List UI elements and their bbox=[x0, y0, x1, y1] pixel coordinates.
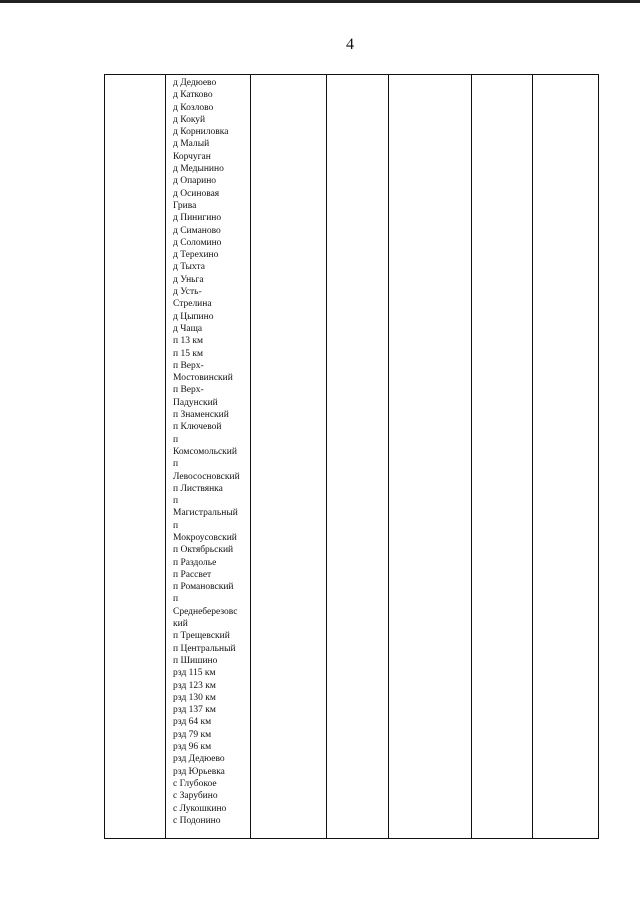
settlement-entry: д Дедюево bbox=[173, 78, 217, 88]
settlement-entry: Мостовинский bbox=[173, 373, 233, 384]
settlement-entry: рзд Юрьевка bbox=[173, 766, 225, 777]
settlement-entry: рзд 130 км bbox=[173, 692, 216, 703]
settlement-entry: Грива bbox=[173, 200, 197, 211]
settlement-entry: д Осиновая bbox=[173, 188, 220, 199]
column-divider bbox=[326, 75, 327, 838]
settlement-entry: п bbox=[173, 434, 179, 445]
settlement-entry: д Корниловка bbox=[173, 127, 229, 138]
settlement-entry: п 15 км bbox=[173, 348, 203, 359]
settlement-entry: п Верх- bbox=[173, 385, 204, 396]
settlement-entry: п bbox=[173, 459, 179, 470]
settlement-entry: д Пинигино bbox=[173, 213, 222, 224]
settlement-entry: д Цыпино bbox=[173, 311, 214, 322]
settlement-entry: п Шишино bbox=[173, 655, 218, 666]
settlement-entry: Магистральный bbox=[173, 508, 238, 519]
settlement-entry: рзд 115 км bbox=[173, 668, 216, 679]
settlement-list bbox=[171, 77, 253, 827]
settlement-entry: рзд 79 км bbox=[173, 729, 212, 740]
settlement-entry: п bbox=[173, 496, 179, 507]
settlement-entry: рзд 96 км bbox=[173, 742, 212, 753]
settlement-entry: Комсомольский bbox=[173, 446, 237, 457]
settlement-entry: д Чаща bbox=[173, 323, 203, 334]
settlement-entry: с Лукошкино bbox=[173, 803, 227, 814]
settlement-entry: с Подонино bbox=[173, 815, 221, 826]
settlement-entry: п Октябрьский bbox=[173, 545, 234, 556]
settlement-entry: д Симаново bbox=[173, 225, 221, 236]
settlement-entry: д Тыхта bbox=[173, 262, 205, 273]
settlements-table bbox=[104, 74, 599, 839]
settlement-entry: п Раздолье bbox=[173, 557, 217, 568]
settlement-entry: п Центральный bbox=[173, 643, 236, 654]
settlement-entry: д Уньга bbox=[173, 274, 204, 285]
settlement-entry: д Катково bbox=[173, 90, 213, 101]
settlement-entry: рзд 64 км bbox=[173, 717, 212, 728]
settlement-entry: п Романовский bbox=[173, 582, 234, 593]
settlement-entry: рзд 123 км bbox=[173, 680, 216, 691]
settlement-entry: п Знаменский bbox=[173, 410, 229, 421]
column-divider bbox=[532, 75, 533, 838]
top-border-rule bbox=[0, 0, 640, 3]
page-number: 4 bbox=[346, 36, 354, 53]
settlement-entry: д Козлово bbox=[173, 102, 214, 113]
settlement-entry: рзд 137 км bbox=[173, 705, 216, 716]
settlement-entry: д Кокуй bbox=[173, 114, 206, 125]
settlement-entry: п Трещевский bbox=[173, 631, 230, 642]
settlement-entry: п Рассвет bbox=[173, 569, 212, 580]
settlement-entry: рзд Дедюево bbox=[173, 754, 225, 765]
settlement-entry: д Терехино bbox=[173, 250, 219, 261]
settlement-entry: д Усть- bbox=[173, 287, 202, 298]
settlement-entry: с Зарубино bbox=[173, 791, 218, 802]
settlement-entry: Падунский bbox=[173, 397, 218, 408]
settlement-entry: п Ключевой bbox=[173, 422, 222, 433]
settlement-entry: д Медынино bbox=[173, 164, 224, 175]
settlement-entry: кий bbox=[173, 619, 188, 630]
settlement-entry: п bbox=[173, 594, 179, 605]
column-divider bbox=[388, 75, 389, 838]
settlement-entry: п 13 км bbox=[173, 336, 203, 347]
settlement-entry: Стрелина bbox=[173, 299, 212, 310]
settlement-entry: п Листвянка bbox=[173, 483, 223, 494]
settlement-entry: п bbox=[173, 520, 179, 531]
settlement-entry: с Глубокое bbox=[173, 778, 217, 789]
column-divider bbox=[471, 75, 472, 838]
settlement-entry: д Соломино bbox=[173, 237, 222, 248]
settlement-entry: д Опарино bbox=[173, 176, 217, 187]
settlement-entry: Корчуган bbox=[173, 151, 211, 162]
column-divider bbox=[165, 75, 166, 838]
settlement-entry: Левососновский bbox=[173, 471, 240, 482]
settlement-entry: д Малый bbox=[173, 139, 210, 150]
settlement-entry: п Верх- bbox=[173, 360, 204, 371]
settlement-entry: Мокроусовский bbox=[173, 532, 237, 543]
settlement-entry: Среднеберезовс bbox=[173, 606, 238, 617]
